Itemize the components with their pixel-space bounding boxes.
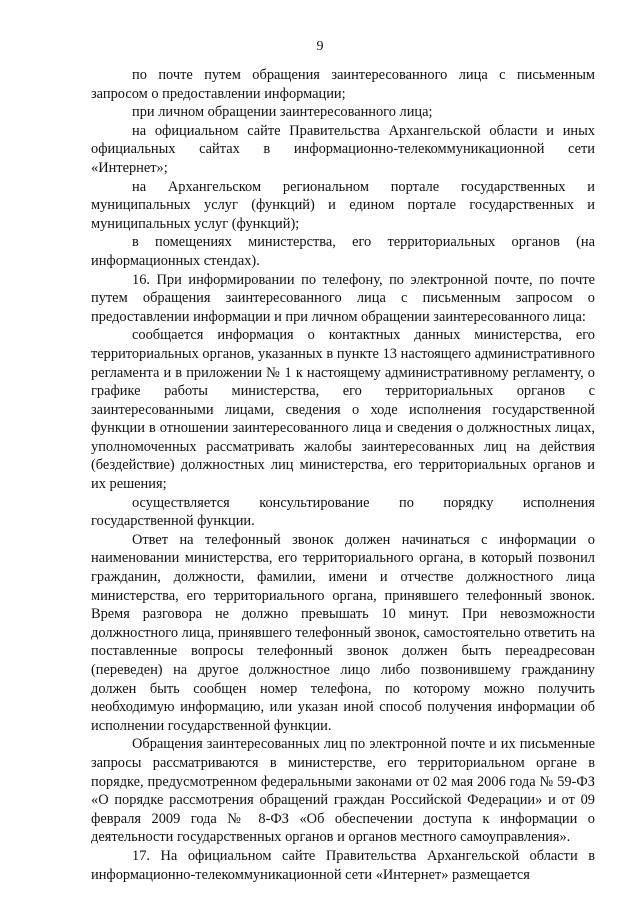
paragraph: Обращения заинтересованных лиц по электронной почте и их письменные запросы рассматриваются в министерстве, его территориальном органе в порядке, предусмотренном федеральными законами от 02 мая 2006 года № 59-ФЗ «О порядке рассмотрения обращений граждан Российской Федерации» и от 09 февраля 2009 года № 8-ФЗ «Об обеспечении доступа к информации о деятельности государственных органов и органов местного самоуправления». xyxy=(91,736,595,846)
paragraph: при личном обращении заинтересованного лица; xyxy=(132,104,433,121)
paragraph: осуществляется консультирование по порядку исполнения государственной функции. xyxy=(91,494,595,530)
paragraph: 17. На официальном сайте Правительства Архангельской области в информационно-телекоммуникационной сети «Интернет» размещается xyxy=(91,847,595,883)
paragraph: на официальном сайте Правительства Архангельской области и иных официальных сайтах в информационно-телекоммуникационной сети «Интернет»; xyxy=(91,122,595,176)
paragraph: в помещениях министерства, его территориальных органов (на информационных стендах). xyxy=(91,234,595,269)
paragraph: сообщается информация о контактных данных министерства, его территориальных органов, указанных в пункте 13 настоящего административного регламента и в приложении № 1 к настоящему административному регламенту, о графике работы министерства, его территориальных органов с заинтересованными лицами, сведения о ходе исполнения государственной функции в отношении заинтересованного лица и сведения о должностных лицах, уполномоченных рассматривать жалобы заинтересованных лиц на действия (бездействие) должностных лиц министерства, его территориальных органов и их решения; xyxy=(91,327,595,493)
page-number: 9 xyxy=(316,39,324,54)
paragraph: Ответ на телефонный звонок должен начинаться с информации о наименовании министерства, его территориального органа, в который позвонил гражданин, должности, фамилии, имени и отчестве должностного лица министерства, его территориального органа, принявшего телефонный звонок. Время разговора не должно превышать 10 минут. При невозможности должностного лица, принявшего телефонный звонок, самостоятельно ответить на поставленные вопросы телефонный звонок должен быть переадресован (переведен) на другое должностное лицо либо позвонившему гражданину должен быть сообщен номер телефона, по которому можно получить необходимую информацию, или указан иной способ получения информации об исполнении государственной функции. xyxy=(91,531,595,734)
document-body xyxy=(91,66,595,884)
paragraph: по почте путем обращения заинтересованного лица с письменным запросом о предоставлении информации; xyxy=(91,67,595,102)
paragraph: 16. При информировании по телефону, по электронной почте, по почте путем обращения заинтересованного лица с письменным запросом о предоставлении информации и при личном обращении заинтересованного лица: xyxy=(91,271,595,325)
paragraph: на Архангельском региональном портале государственных и муниципальных услуг (функций) и едином портале государственных и муниципальных услуг (функций); xyxy=(91,178,595,232)
